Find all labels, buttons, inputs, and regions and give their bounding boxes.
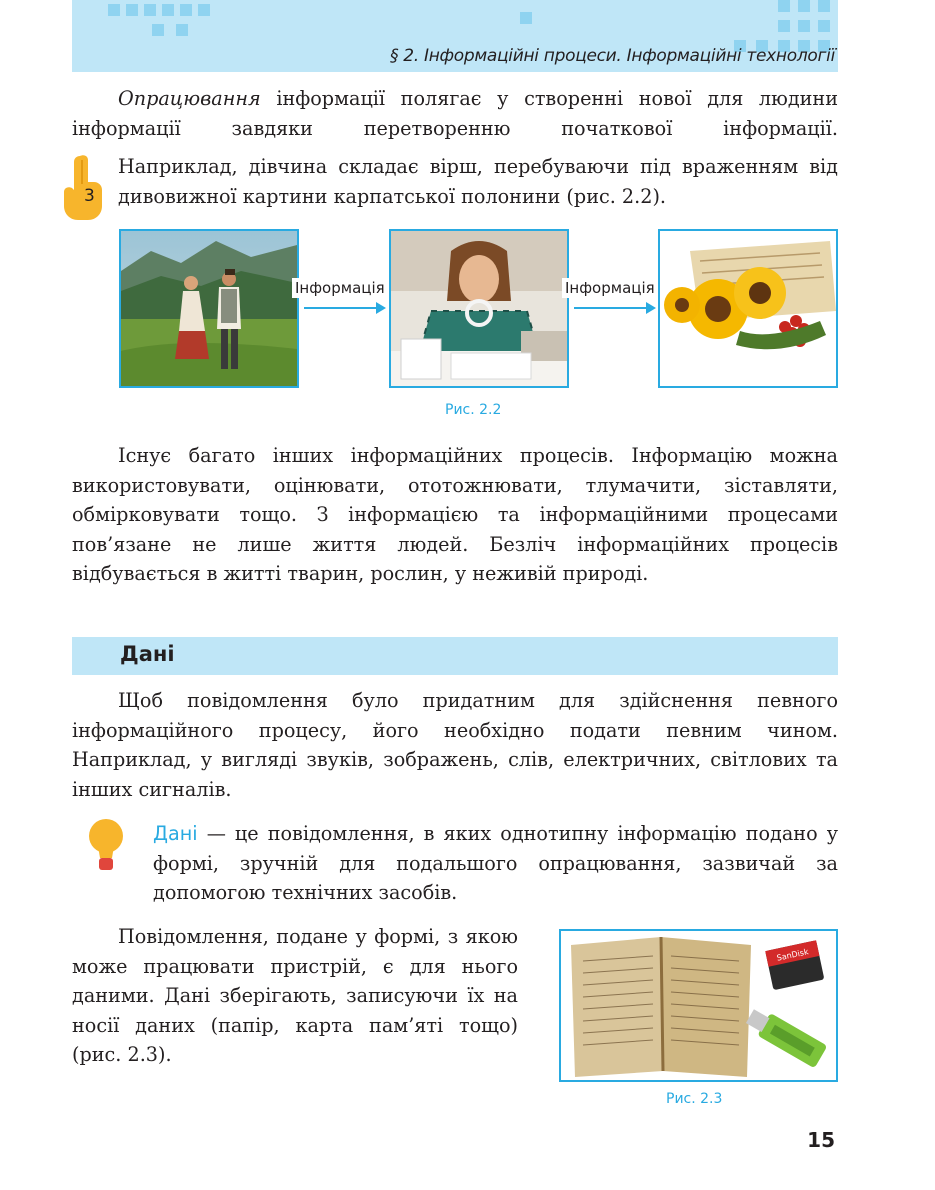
decor-square [818, 20, 830, 32]
figure-2-3-caption: Рис. 2.3 [666, 1091, 723, 1107]
old-notebook-memory-card-usb-photo [559, 929, 838, 1082]
decor-square [798, 0, 810, 12]
decor-square [520, 12, 532, 24]
decor-square [176, 24, 188, 36]
decor-square [108, 4, 120, 16]
page-number: 15 [807, 1128, 835, 1152]
decor-square [818, 0, 830, 12]
memory-card-brand: SanDisk [775, 947, 810, 963]
decor-square [162, 4, 174, 16]
example-marker-number: 3 [84, 186, 95, 206]
flow-arrow [304, 307, 384, 309]
storage-paragraph: Повідомлення, подане у формі, з якою може працювати пристрій, є для нього даними. Дані зберігають, записуючи їх на носії даних (папір, карта пам’яті тощо) (рис. 2.3). [72, 925, 518, 1066]
sunflowers-and-book-photo [658, 229, 838, 388]
decor-square [778, 20, 790, 32]
flow-label: Інформація [562, 278, 658, 298]
intro-term: Опрацювання [118, 87, 261, 110]
girl-writing-at-desk-photo [389, 229, 569, 388]
running-header-title: § 2. Інформаційні процеси. Інформаційні технології [389, 46, 835, 66]
intro-text: інформації полягає у створенні нової для людини інформації завдяки перетворенню початкової інформації. [72, 87, 838, 140]
flow-arrow [574, 307, 654, 309]
section-title: Дані [120, 642, 175, 666]
decor-square [152, 24, 164, 36]
definition-paragraph [153, 819, 838, 908]
decor-square [778, 0, 790, 12]
intro-paragraph [72, 84, 838, 143]
decor-square [126, 4, 138, 16]
definition-text: — це повідомлення, в яких однотипну інформацію подано у формі, зручній для подальшого опрацювання, зазвичай за допомогою технічних засобів. [153, 822, 838, 904]
decor-square [198, 4, 210, 16]
dancing-couple-in-meadow-photo [119, 229, 299, 388]
figure-2-2-caption: Рис. 2.2 [445, 402, 502, 418]
data-paragraph: Щоб повідомлення було придатним для здійснення певного інформаційного процесу, його необхідно подати певним чином. Наприклад, у вигляді звуків, зображень, слів, електричних, світлових та інших сигналів. [72, 689, 838, 801]
decor-square [144, 4, 156, 16]
flow-label: Інформація [292, 278, 388, 298]
section-band [72, 637, 838, 675]
example-paragraph: Наприклад, дівчина складає вірш, перебуваючи під враженням від дивовижної картини карпатської полонини (рис. 2.2). [118, 155, 838, 208]
definition-term: Дані [153, 822, 198, 845]
lightbulb-icon [88, 818, 124, 874]
decor-square [180, 4, 192, 16]
processes-paragraph: Існує багато інших інформаційних процесів. Інформацію можна використовувати, оцінювати, ототожнювати, тлумачити, зіставляти, обмірковувати тощо. З інформацією та інформаційними процесами пов’язане не лише життя людей. Безліч інформаційних процесів відбувається в житті тварин, рослин, у неживій природі. [72, 444, 838, 585]
decor-square [798, 20, 810, 32]
